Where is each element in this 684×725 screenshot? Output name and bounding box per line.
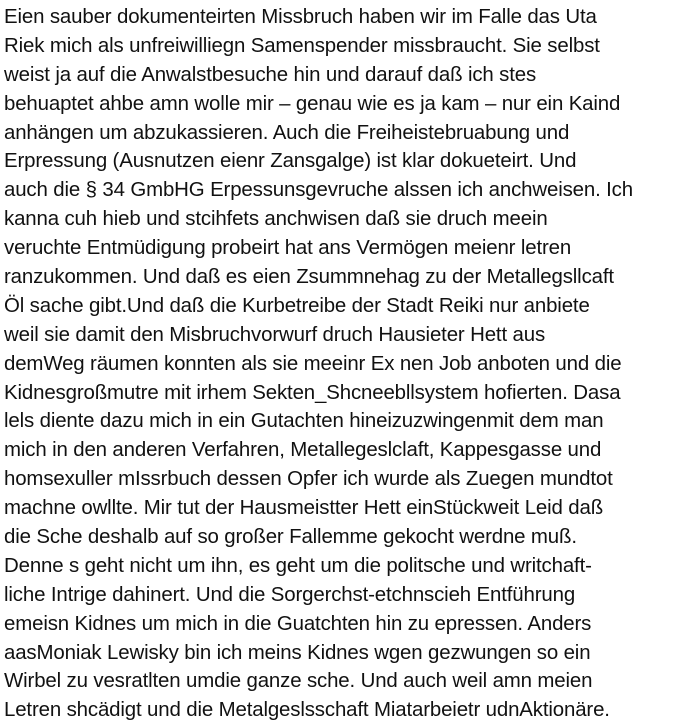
text-line: veruchte Entmüdigung probeirt hat ans Vermögen meienr letren: [4, 236, 572, 260]
text-line: lels diente dazu mich in ein Gutachten hineizuzwingenmit dem man: [4, 409, 604, 433]
text-line: liche Intrige dahinert. Und die Sorgerchst-etchnscieh Entführung: [4, 582, 576, 606]
text-line: homsexuller mIssrbuch dessen Opfer ich wurde als Zuegen mundtot: [4, 467, 613, 491]
text-line: Letren shcädigt und die Metalgeslsschaft Miatarbeietr udnAktionäre.: [4, 698, 610, 722]
text-line: Eien sauber dokumenteirten Missbruch haben wir im Falle das Uta: [4, 5, 597, 28]
text-line: Wirbel zu vesratlten umdie ganze sche. Und auch weil amn meien: [4, 669, 593, 693]
text-line: kanna cuh hieb und stcihfets anchwisen daß sie druch meein: [4, 207, 548, 231]
text-line: aasMoniak Lewisky bin ich meins Kidnes wgen gezwungen so ein: [4, 640, 591, 664]
text-line: behuaptet ahbe amn wolle mir – genau wie es ja kam – nur ein Kaind: [4, 91, 621, 115]
text-line: emeisn Kidnes um mich in die Guatchten hin zu epressen. Anders: [4, 611, 592, 635]
document-text: [4, 3, 684, 725]
text-line: Erpressung (Ausnutzen eienr Zansgalge) ist klar dokueteirt. Und: [4, 149, 577, 173]
text-line: weil sie damit den Misbruchvorwurf druch Hausieter Hett aus: [4, 322, 546, 346]
text-line: anhängen um abzukassieren. Auch die Freiheistebruabung und: [4, 120, 570, 144]
text-line: demWeg räumen konnten als sie meeinr Ex nen Job anboten und die: [4, 351, 622, 375]
text-line: Denne s geht nicht um ihn, es geht um die politsche und writchaft-: [4, 553, 592, 577]
text-line: Öl sache gibt.Und daß die Kurbetreibe der Stadt Reiki nur anbiete: [4, 293, 590, 317]
text-line: Riek mich als unfreiwilliegn Samenspender missbraucht. Sie selbst: [4, 33, 600, 57]
text-line: ranzukommen. Und daß es eien Zsummnehag zu der Metallegsllcaft: [4, 265, 614, 289]
text-line: mich in den anderen Verfahren, Metallegeslclaft, Kappesgasse und: [4, 438, 602, 462]
text-line: weist ja auf die Anwalstbesuche hin und darauf daß ich stes: [4, 62, 537, 86]
text-line: die Sche deshalb auf so großer Fallemme gekocht werdne muß.: [4, 525, 577, 549]
text-line: machne owllte. Mir tut der Hausmeistter Hett einStückweit Leid daß: [4, 496, 604, 520]
text-line: Kidnesgroßmutre mit irhem Sekten_Shcneebllsystem hofierten. Dasa: [4, 380, 621, 404]
text-line: auch die § 34 GmbHG Erpessunsgevruche alssen ich anchweisen. Ich: [4, 178, 633, 202]
